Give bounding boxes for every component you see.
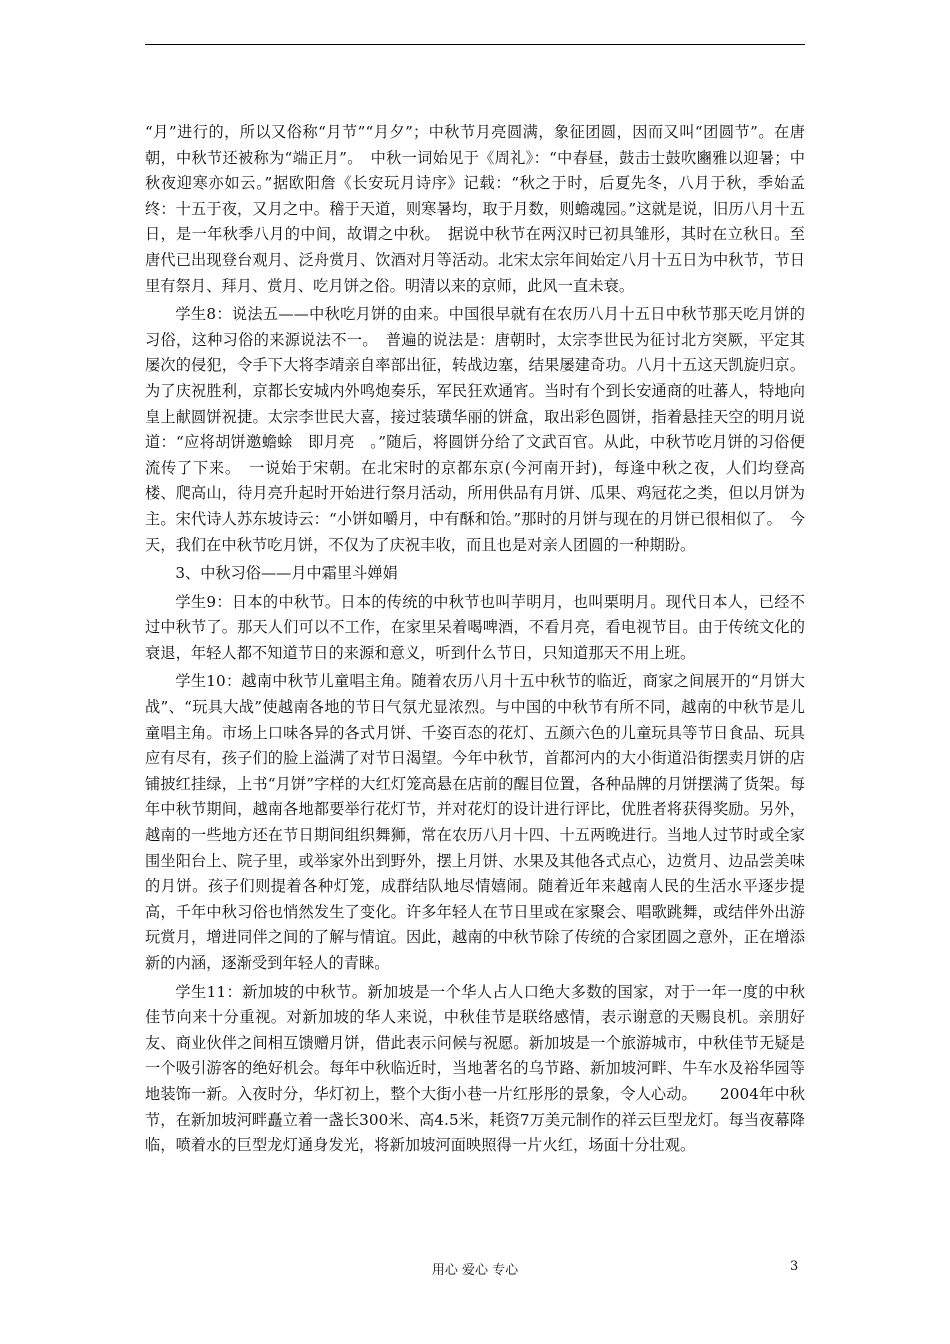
paragraph-student-9: 学生9：日本的中秋节。日本的传统的中秋节也叫芋明月，也叫栗明月。现代日本人，已经不过中秋节了。那天人们可以不工作，在家里呆着喝啤酒，不看月亮，看电视节目。由于传统文化的衰退，年轻人都不知道节日的来源和意义，听到什么节日，只知道那天不用上班。: [145, 592, 805, 662]
document-body: [145, 120, 805, 1162]
page-number: 3: [790, 1259, 799, 1274]
header-rule: [145, 44, 805, 45]
section-heading: 3、中秋习俗——月中霜里斗婵娟: [175, 564, 398, 583]
paragraph-mid-autumn-names: “月”进行的，所以又俗称“月节”“月夕”；中秋节月亮圆满，象征团圆，因而又叫“团圆节”。在唐朝，中秋节还被称为“端正月”。 中秋一词始见于《周礼》：“中春昼，鼓击士鼓吹豳雅以迎暑；中秋夜迎寒亦如云。”据欧阳詹《长安玩月诗序》记载：“秋之于时，后夏先冬，八月于秋，季始孟终：十五于夜，又月之中。稽于天道，则寒暑均，取于月数，则蟾魂园。”这就是说，旧历八月十五日，是一年秋季八月的中间，故谓之中秋。 据说中秋节在两汉时已初具雏形，其时在立秋日。至唐代已出现登台观月、泛舟赏月、饮酒对月等活动。北宋太宗年间始定八月十五日为中秋节，节日里有祭月、拜月、赏月、吃月饼之俗。明清以来的京师，此风一直未衰。: [145, 123, 805, 295]
footer-motto: 用心 爱心 专心: [431, 1263, 519, 1278]
paragraph-student-11: 学生11：新加坡的中秋节。新加坡是一个华人占人口绝大多数的国家，对于一年一度的中秋佳节向来十分重视。对新加坡的华人来说，中秋佳节是联络感情，表示谢意的天赐良机。亲朋好友、商业伙伴之间相互馈赠月饼，借此表示问候与祝愿。新加坡是一个旅游城市，中秋佳节无疑是一个吸引游客的绝好机会。每年中秋临近时，当地著名的乌节路、新加坡河畔、牛车水及裕华园等地装饰一新。入夜时分，华灯初上，整个大街小巷一片红彤彤的景象，令人心动。 2004年中秋节，在新加坡河畔矗立着一盏长300米、高4.5米，耗资7万美元制作的祥云巨型龙灯。每当夜幕降临，喷着水的巨型龙灯通身发光，将新加坡河面映照得一片火红，场面十分壮观。: [145, 982, 805, 1155]
paragraph-student-10: 学生10：越南中秋节儿童唱主角。随着农历八月十五中秋节的临近，商家之间展开的“月饼大战”、“玩具大战”使越南各地的节日气氛尤显浓烈。与中国的中秋节有所不同，越南的中秋节是儿童唱主角。市场上口味各异的各式月饼、千姿百态的花灯、五颜六色的儿童玩具等节日食品、玩具应有尽有，孩子们的脸上溢满了对节日渴望。今年中秋节，首都河内的大小街道沿街摆卖月饼的店铺披红挂绿，上书“月饼”字样的大红灯笼高悬在店前的醒目位置，各种品牌的月饼摆满了货架。每年中秋节期间，越南各地都要举行花灯节，并对花灯的设计进行评比，优胜者将获得奖励。另外，越南的一些地方还在节日期间组织舞狮，常在农历八月十四、十五两晚进行。当地人过节时或全家围坐阳台上、院子里，或举家外出到野外，摆上月饼、水果及其他各式点心，边赏月、边品尝美味的月饼。孩子们则提着各种灯笼，成群结队地尽情嬉闹。随着近年来越南人民的生活水平逐步提高，千年中秋习俗也悄然发生了变化。许多年轻人在节日里或在家聚会、唱歌跳舞，或结伴外出游玩赏月，增进同伴之间的了解与情谊。因此，越南的中秋节除了传统的合家团圆之意外，正在增添新的内涵，逐渐受到年轻人的青睐。: [145, 672, 805, 972]
paragraph-student-8: 学生8：说法五——中秋吃月饼的由来。中国很早就有在农历八月十五日中秋节那天吃月饼的习俗，这种习俗的来源说法不一。 普遍的说法是：唐朝时，太宗李世民为征讨北方突厥，平定其屡次的侵犯，令手下大将李靖亲自率部出征，转战边塞，结果屡建奇功。八月十五这天凯旋归京。为了庆祝胜利，京都长安城内外鸣炮奏乐，军民狂欢通宵。当时有个到长安通商的吐蕃人，特地向皇上献圆饼祝捷。太宗李世民大喜，接过装璜华丽的饼盒，取出彩色圆饼，指着悬挂天空的明月说道：“应将胡饼邀蟾蜍 即月亮 。”随后，将圆饼分给了文武百官。从此，中秋节吃月饼的习俗便流传了下来。 一说始于宋朝。在北宋时的京都东京(今河南开封)，每逢中秋之夜，人们均登高楼、爬高山，待月亮升起时开始进行祭月活动，所用供品有月饼、瓜果、鸡冠花之类，但以月饼为主。宋代诗人苏东坡诗云：“小饼如嚼月，中有酥和饴。”那时的月饼与现在的月饼已很相似了。 今天，我们在中秋节吃月饼，不仅为了庆祝丰收，而且也是对亲人团圆的一种期盼。: [145, 305, 805, 554]
